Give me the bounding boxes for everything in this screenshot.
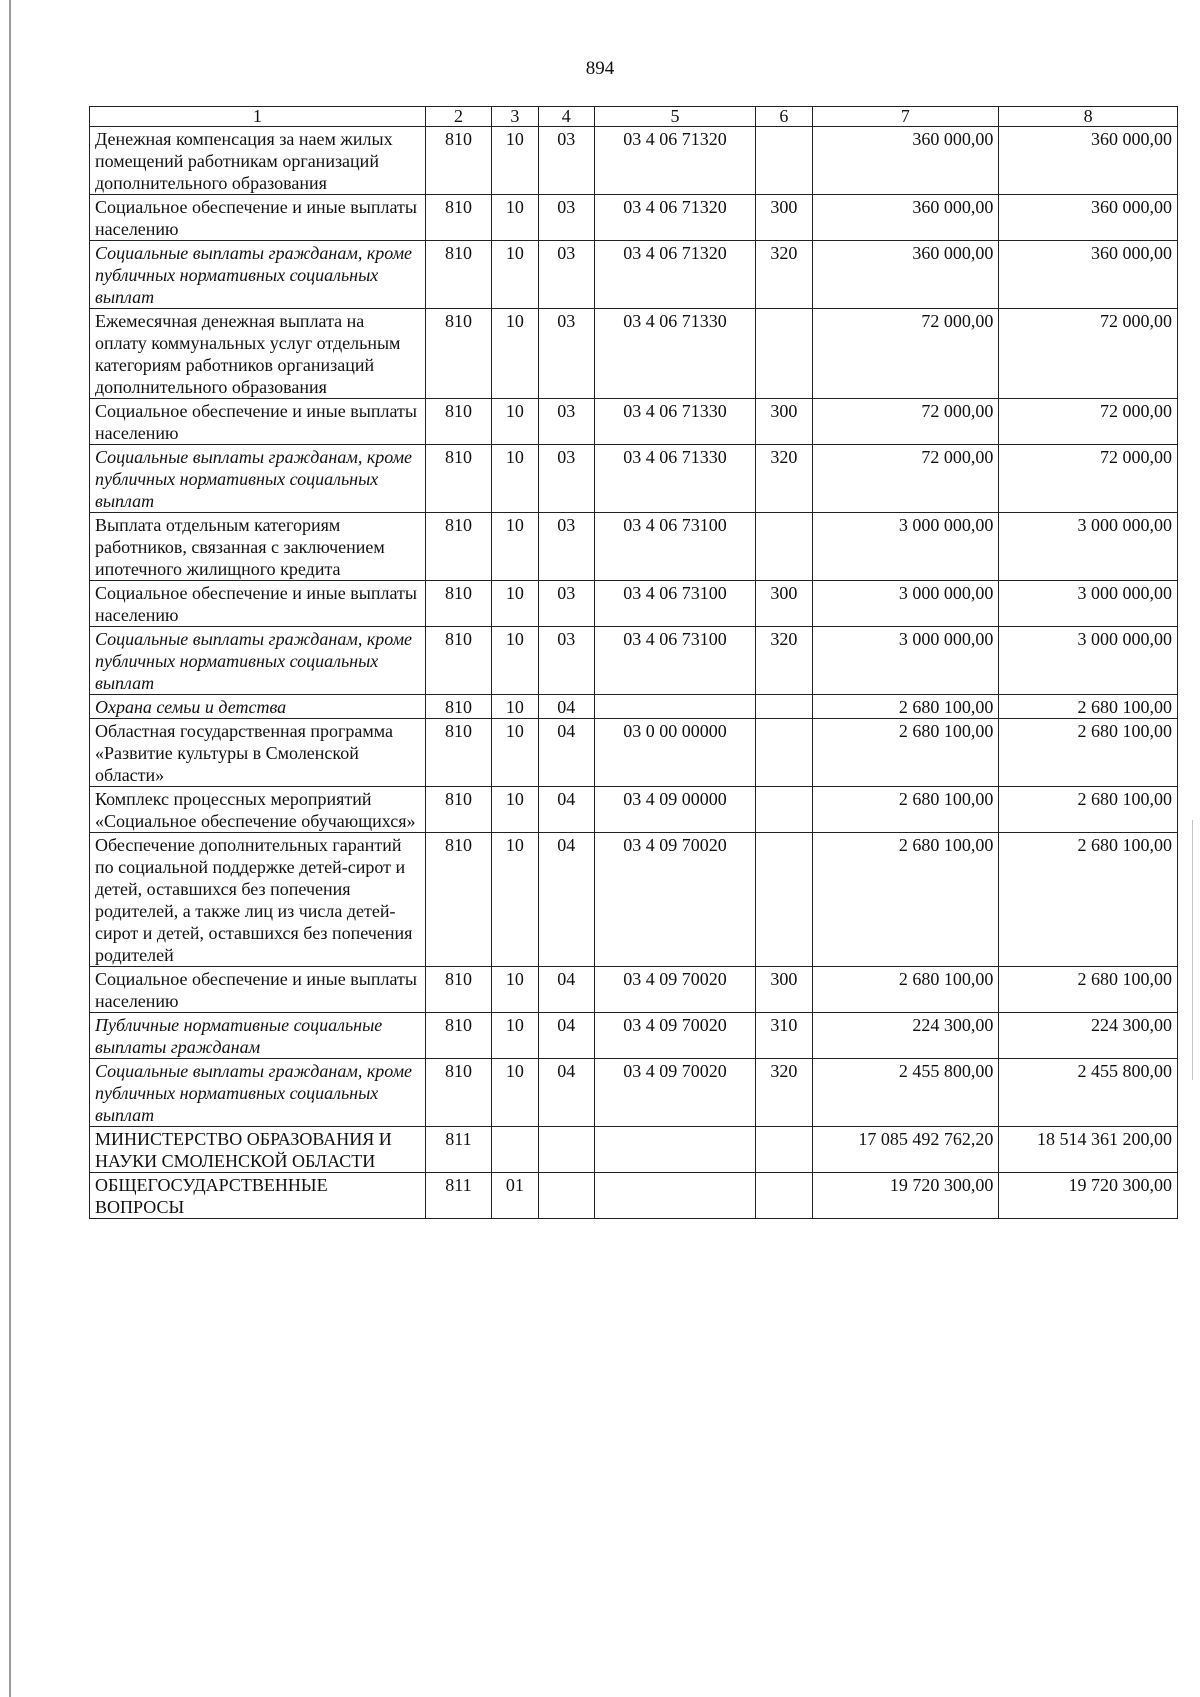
amount-year-2: 360 000,00 xyxy=(999,127,1178,195)
code-subsection: 03 xyxy=(538,513,594,581)
code-ministry: 810 xyxy=(425,127,492,195)
table-row xyxy=(90,627,1178,695)
table-row xyxy=(90,195,1178,241)
amount-year-1: 360 000,00 xyxy=(812,127,999,195)
amount-year-2: 360 000,00 xyxy=(999,195,1178,241)
code-section: 10 xyxy=(492,513,538,581)
amount-year-1: 360 000,00 xyxy=(812,195,999,241)
code-subsection: 04 xyxy=(538,787,594,833)
code-expense-type xyxy=(756,127,812,195)
code-section: 10 xyxy=(492,719,538,787)
column-header: 8 xyxy=(999,107,1178,127)
code-subsection: 03 xyxy=(538,309,594,399)
code-expense-type: 320 xyxy=(756,241,812,309)
code-expense-type: 300 xyxy=(756,195,812,241)
code-section: 10 xyxy=(492,399,538,445)
code-target-article: 03 4 09 70020 xyxy=(594,1013,755,1059)
row-name: Публичные нормативные социальные выплаты гражданам xyxy=(90,1013,426,1059)
row-name: Социальные выплаты гражданам, кроме публичных нормативных социальных выплат xyxy=(90,445,426,513)
code-subsection xyxy=(538,1173,594,1219)
row-name: Социальное обеспечение и иные выплаты населению xyxy=(90,399,426,445)
code-expense-type xyxy=(756,833,812,967)
code-target-article: 03 4 06 71320 xyxy=(594,241,755,309)
code-ministry: 811 xyxy=(425,1127,492,1173)
row-name: Социальные выплаты гражданам, кроме публичных нормативных социальных выплат xyxy=(90,241,426,309)
amount-year-2: 2 680 100,00 xyxy=(999,967,1178,1013)
amount-year-2: 18 514 361 200,00 xyxy=(999,1127,1178,1173)
column-header: 6 xyxy=(756,107,812,127)
code-section: 10 xyxy=(492,627,538,695)
code-section: 10 xyxy=(492,787,538,833)
row-name: Обеспечение дополнительных гарантий по социальной поддержке детей-сирот и детей, оставшихся без попечения родителей, а также лиц из числа детей-сирот и детей, оставшихся без попечения родителей xyxy=(90,833,426,967)
amount-year-1: 3 000 000,00 xyxy=(812,627,999,695)
row-name: МИНИСТЕРСТВО ОБРАЗОВАНИЯ И НАУКИ СМОЛЕНСКОЙ ОБЛАСТИ xyxy=(90,1127,426,1173)
table-row xyxy=(90,445,1178,513)
code-target-article: 03 4 06 71330 xyxy=(594,445,755,513)
code-expense-type: 300 xyxy=(756,581,812,627)
amount-year-2: 3 000 000,00 xyxy=(999,581,1178,627)
table-row xyxy=(90,1127,1178,1173)
page-number: 894 xyxy=(585,58,615,79)
row-name: ОБЩЕГОСУДАРСТВЕННЫЕ ВОПРОСЫ xyxy=(90,1173,426,1219)
table-row xyxy=(90,1059,1178,1127)
code-ministry: 810 xyxy=(425,695,492,719)
budget-table xyxy=(89,106,1178,1219)
code-expense-type: 320 xyxy=(756,627,812,695)
amount-year-1: 2 680 100,00 xyxy=(812,833,999,967)
code-expense-type xyxy=(756,309,812,399)
code-ministry: 810 xyxy=(425,241,492,309)
code-section: 10 xyxy=(492,309,538,399)
code-target-article: 03 4 06 71330 xyxy=(594,309,755,399)
amount-year-1: 2 680 100,00 xyxy=(812,695,999,719)
table-row xyxy=(90,127,1178,195)
code-ministry: 810 xyxy=(425,445,492,513)
amount-year-2: 2 680 100,00 xyxy=(999,833,1178,967)
code-target-article: 03 4 06 71320 xyxy=(594,195,755,241)
code-target-article: 03 4 09 70020 xyxy=(594,967,755,1013)
code-expense-type: 320 xyxy=(756,1059,812,1127)
column-header: 4 xyxy=(538,107,594,127)
amount-year-1: 3 000 000,00 xyxy=(812,513,999,581)
table-row xyxy=(90,399,1178,445)
column-header: 2 xyxy=(425,107,492,127)
row-name: Выплата отдельным категориям работников, связанная с заключением ипотечного жилищного кредита xyxy=(90,513,426,581)
amount-year-1: 72 000,00 xyxy=(812,309,999,399)
amount-year-2: 224 300,00 xyxy=(999,1013,1178,1059)
table-row xyxy=(90,1173,1178,1219)
code-ministry: 810 xyxy=(425,309,492,399)
code-ministry: 810 xyxy=(425,833,492,967)
row-name: Социальные выплаты гражданам, кроме публичных нормативных социальных выплат xyxy=(90,1059,426,1127)
code-section: 10 xyxy=(492,445,538,513)
code-section: 10 xyxy=(492,241,538,309)
table-row xyxy=(90,581,1178,627)
amount-year-2: 360 000,00 xyxy=(999,241,1178,309)
row-name: Ежемесячная денежная выплата на оплату коммунальных услуг отдельным категориям работников организаций дополнительного образования xyxy=(90,309,426,399)
amount-year-2: 2 680 100,00 xyxy=(999,695,1178,719)
amount-year-2: 72 000,00 xyxy=(999,309,1178,399)
code-section: 10 xyxy=(492,1059,538,1127)
code-ministry: 810 xyxy=(425,627,492,695)
table-row xyxy=(90,719,1178,787)
amount-year-1: 224 300,00 xyxy=(812,1013,999,1059)
code-expense-type xyxy=(756,695,812,719)
column-header: 1 xyxy=(90,107,426,127)
scan-edge-line xyxy=(9,0,11,1697)
code-expense-type: 300 xyxy=(756,967,812,1013)
code-subsection: 04 xyxy=(538,1059,594,1127)
code-section xyxy=(492,1127,538,1173)
code-expense-type xyxy=(756,513,812,581)
code-expense-type xyxy=(756,1127,812,1173)
row-name: Социальное обеспечение и иные выплаты населению xyxy=(90,581,426,627)
code-expense-type: 300 xyxy=(756,399,812,445)
code-subsection xyxy=(538,1127,594,1173)
code-ministry: 810 xyxy=(425,513,492,581)
amount-year-2: 72 000,00 xyxy=(999,445,1178,513)
amount-year-1: 72 000,00 xyxy=(812,445,999,513)
amount-year-2: 19 720 300,00 xyxy=(999,1173,1178,1219)
code-section: 01 xyxy=(492,1173,538,1219)
code-expense-type: 320 xyxy=(756,445,812,513)
amount-year-2: 3 000 000,00 xyxy=(999,627,1178,695)
code-ministry: 810 xyxy=(425,787,492,833)
code-target-article: 03 0 00 00000 xyxy=(594,719,755,787)
amount-year-2: 2 455 800,00 xyxy=(999,1059,1178,1127)
table-row xyxy=(90,787,1178,833)
code-subsection: 04 xyxy=(538,967,594,1013)
code-target-article: 03 4 09 00000 xyxy=(594,787,755,833)
scan-edge-line-right xyxy=(1192,820,1193,1080)
code-expense-type: 310 xyxy=(756,1013,812,1059)
code-subsection: 03 xyxy=(538,581,594,627)
code-expense-type xyxy=(756,787,812,833)
code-section: 10 xyxy=(492,833,538,967)
code-section: 10 xyxy=(492,695,538,719)
code-section: 10 xyxy=(492,967,538,1013)
row-name: Денежная компенсация за наем жилых помещений работникам организаций дополнительного образования xyxy=(90,127,426,195)
code-ministry: 810 xyxy=(425,195,492,241)
table-row xyxy=(90,513,1178,581)
code-section: 10 xyxy=(492,581,538,627)
amount-year-1: 19 720 300,00 xyxy=(812,1173,999,1219)
column-header: 7 xyxy=(812,107,999,127)
code-subsection: 03 xyxy=(538,445,594,513)
code-target-article xyxy=(594,1127,755,1173)
amount-year-1: 360 000,00 xyxy=(812,241,999,309)
table-row xyxy=(90,241,1178,309)
column-header: 5 xyxy=(594,107,755,127)
amount-year-1: 2 455 800,00 xyxy=(812,1059,999,1127)
code-subsection: 03 xyxy=(538,627,594,695)
code-ministry: 810 xyxy=(425,399,492,445)
code-subsection: 04 xyxy=(538,833,594,967)
code-subsection: 03 xyxy=(538,127,594,195)
code-subsection: 04 xyxy=(538,719,594,787)
code-target-article: 03 4 06 71330 xyxy=(594,399,755,445)
code-section: 10 xyxy=(492,195,538,241)
code-subsection: 04 xyxy=(538,695,594,719)
code-subsection: 04 xyxy=(538,1013,594,1059)
code-ministry: 810 xyxy=(425,1013,492,1059)
row-name: Охрана семьи и детства xyxy=(90,695,426,719)
header-row xyxy=(90,107,1178,127)
amount-year-2: 72 000,00 xyxy=(999,399,1178,445)
table-row xyxy=(90,833,1178,967)
row-name: Областная государственная программа «Развитие культуры в Смоленской области» xyxy=(90,719,426,787)
amount-year-2: 2 680 100,00 xyxy=(999,719,1178,787)
amount-year-1: 72 000,00 xyxy=(812,399,999,445)
code-subsection: 03 xyxy=(538,195,594,241)
row-name: Социальное обеспечение и иные выплаты населению xyxy=(90,195,426,241)
table-row xyxy=(90,695,1178,719)
amount-year-1: 3 000 000,00 xyxy=(812,581,999,627)
code-expense-type xyxy=(756,719,812,787)
amount-year-1: 2 680 100,00 xyxy=(812,967,999,1013)
code-target-article: 03 4 06 73100 xyxy=(594,627,755,695)
column-header: 3 xyxy=(492,107,538,127)
table-row xyxy=(90,1013,1178,1059)
code-subsection: 03 xyxy=(538,399,594,445)
amount-year-2: 3 000 000,00 xyxy=(999,513,1178,581)
code-section: 10 xyxy=(492,127,538,195)
table-row xyxy=(90,309,1178,399)
code-subsection: 03 xyxy=(538,241,594,309)
code-target-article: 03 4 09 70020 xyxy=(594,1059,755,1127)
amount-year-1: 2 680 100,00 xyxy=(812,719,999,787)
code-ministry: 810 xyxy=(425,1059,492,1127)
table-row xyxy=(90,967,1178,1013)
code-target-article xyxy=(594,695,755,719)
code-target-article: 03 4 06 73100 xyxy=(594,581,755,627)
code-section: 10 xyxy=(492,1013,538,1059)
row-name: Социальное обеспечение и иные выплаты населению xyxy=(90,967,426,1013)
code-target-article xyxy=(594,1173,755,1219)
code-ministry: 810 xyxy=(425,967,492,1013)
row-name: Комплекс процессных мероприятий «Социальное обеспечение обучающихся» xyxy=(90,787,426,833)
code-target-article: 03 4 06 73100 xyxy=(594,513,755,581)
amount-year-2: 2 680 100,00 xyxy=(999,787,1178,833)
code-expense-type xyxy=(756,1173,812,1219)
code-target-article: 03 4 09 70020 xyxy=(594,833,755,967)
code-ministry: 811 xyxy=(425,1173,492,1219)
code-ministry: 810 xyxy=(425,719,492,787)
amount-year-1: 17 085 492 762,20 xyxy=(812,1127,999,1173)
code-target-article: 03 4 06 71320 xyxy=(594,127,755,195)
row-name: Социальные выплаты гражданам, кроме публичных нормативных социальных выплат xyxy=(90,627,426,695)
amount-year-1: 2 680 100,00 xyxy=(812,787,999,833)
code-ministry: 810 xyxy=(425,581,492,627)
